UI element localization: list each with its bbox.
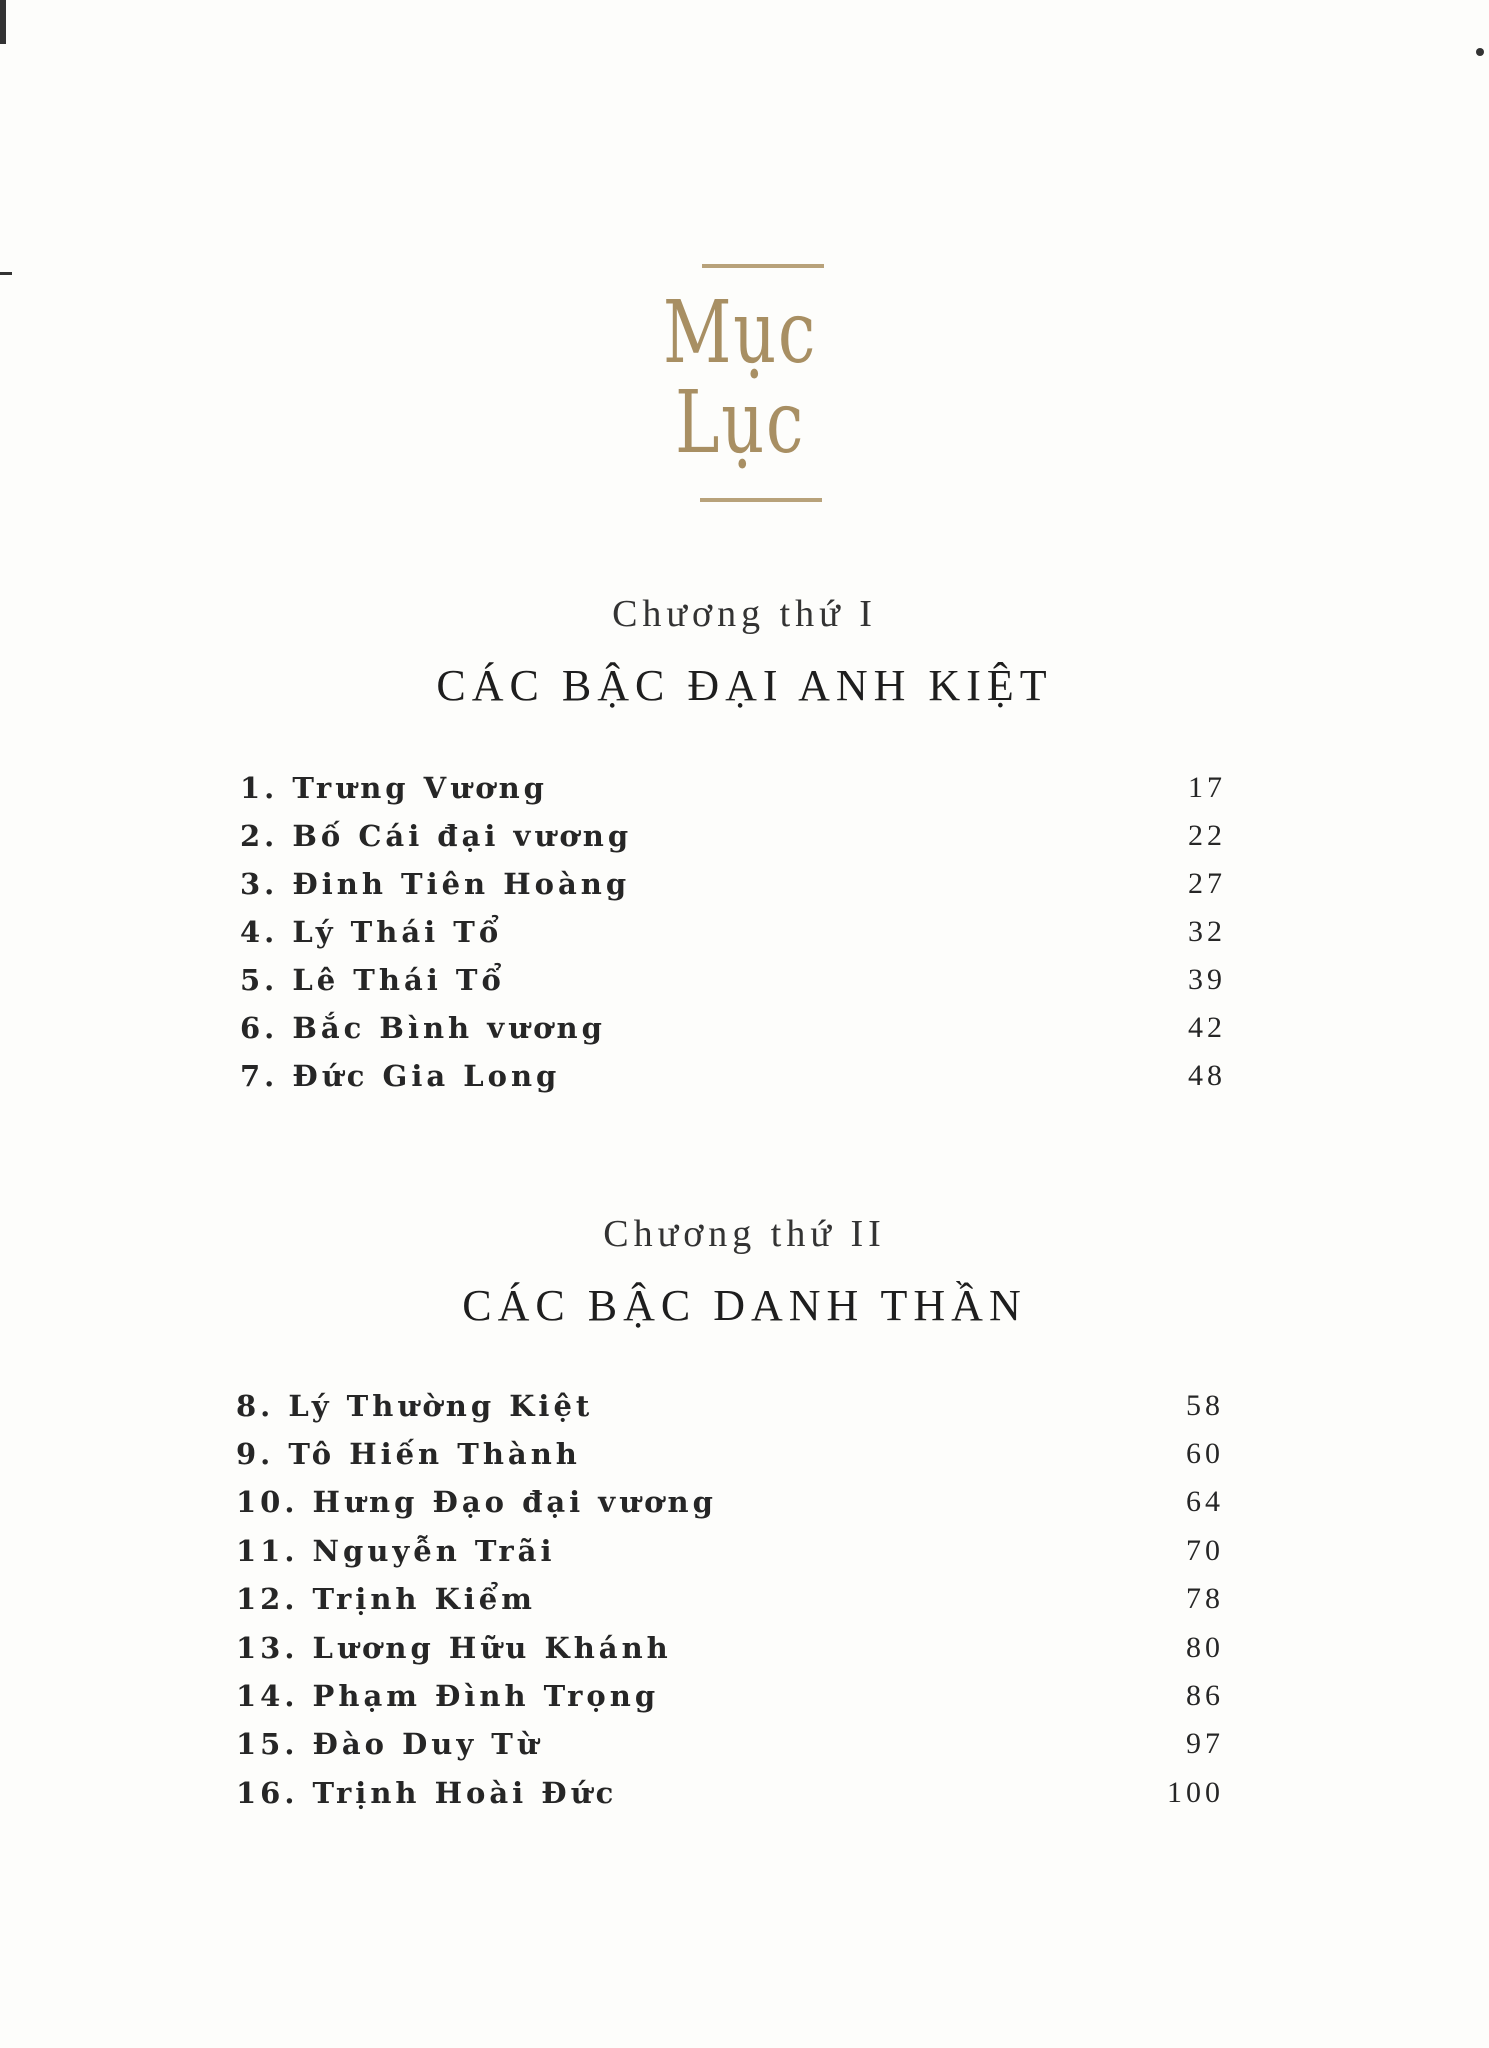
scan-edge-mark [1476,48,1484,56]
scan-edge-mark [0,272,12,275]
chapter-label: Chương thứ I [612,593,877,635]
toc-entry-title: 4. Lý Thái Tổ [240,915,503,949]
toc-entry [240,819,1226,863]
toc-heading-line-2: Lục [674,373,805,473]
toc-entry-title: 15. Đào Duy Từ [236,1727,542,1761]
toc-entry-title: 9. Tô Hiến Thành [236,1437,581,1471]
toc-entry-title: 10. Hưng Đạo đại vương [236,1485,717,1519]
toc-entry-title: 6. Bắc Bình vương [240,1011,606,1045]
toc-entry-title: 14. Phạm Đình Trọng [236,1679,660,1713]
toc-entry-page: 58 [1186,1389,1224,1422]
toc-entry [236,1437,1224,1481]
toc-entry-page: 70 [1186,1534,1224,1567]
toc-entry-title: 5. Lê Thái Tổ [240,963,505,997]
toc-entry [236,1389,1224,1433]
toc-entry [240,1011,1226,1055]
toc-entry-page: 80 [1186,1631,1224,1664]
chapter-title: CÁC BẬC DANH THẦN [462,1281,1027,1330]
toc-entry-page: 100 [1167,1776,1224,1809]
toc-entry [236,1727,1224,1771]
toc-entry-page: 60 [1186,1437,1224,1470]
toc-entry-title: 13. Lương Hữu Khánh [236,1631,672,1665]
toc-entry [236,1582,1224,1626]
toc-entry-page: 78 [1186,1582,1224,1615]
toc-entry [236,1679,1224,1723]
toc-entry [240,915,1226,959]
toc-entry-page: 22 [1188,819,1226,852]
toc-entry-title: 12. Trịnh Kiểm [236,1582,536,1616]
toc-entry-page: 32 [1188,915,1226,948]
chapter-title: CÁC BẬC ĐẠI ANH KIỆT [436,661,1053,710]
toc-entry-title: 2. Bố Cái đại vương [240,819,633,853]
toc-entry-title: 16. Trịnh Hoài Đức [236,1776,618,1810]
chapter-label: Chương thứ II [603,1213,886,1255]
toc-entry-title: 7. Đức Gia Long [240,1059,561,1093]
toc-entry-title: 3. Đinh Tiên Hoàng [240,867,631,901]
toc-entry [236,1534,1224,1578]
scan-edge-mark [0,0,6,44]
toc-entry-page: 17 [1188,771,1226,804]
toc-entry-page: 97 [1186,1727,1224,1760]
toc-entry-page: 48 [1188,1059,1226,1092]
toc-entry-page: 27 [1188,867,1226,900]
toc-entry-title: 8. Lý Thường Kiệt [236,1389,594,1423]
toc-entry-page: 86 [1186,1679,1224,1712]
title-rule-top [702,264,824,268]
toc-entry-title: 11. Nguyễn Trãi [236,1534,556,1568]
toc-heading-line-1: Mục [662,283,818,383]
toc-entry [240,1059,1226,1103]
toc-entry-title: 1. Trưng Vương [240,771,548,805]
title-rule-bottom [700,498,822,502]
toc-entry [236,1776,1224,1820]
toc-entry [236,1485,1224,1529]
toc-entry-page: 42 [1188,1011,1226,1044]
toc-entry [236,1631,1224,1675]
toc-entry [240,963,1226,1007]
toc-entry-page: 64 [1186,1485,1224,1518]
toc-heading [640,262,840,512]
toc-entry [240,867,1226,911]
toc-entry [240,771,1226,815]
toc-entry-page: 39 [1188,963,1226,996]
